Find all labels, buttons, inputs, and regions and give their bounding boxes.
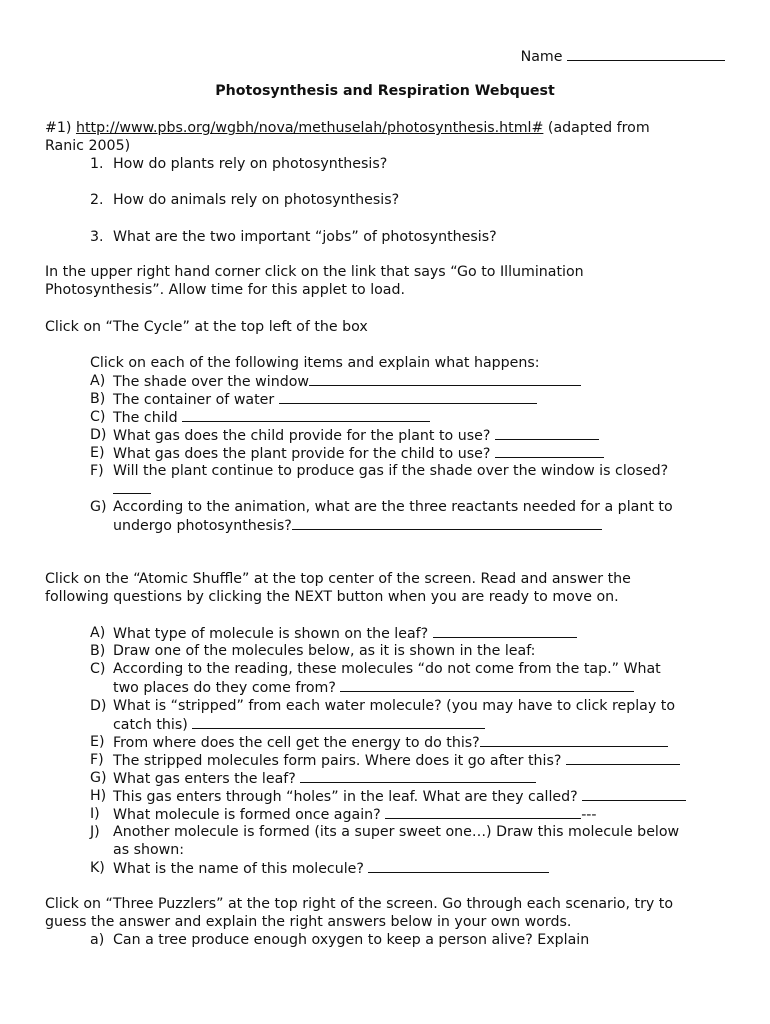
section1-source: (adapted from [547, 120, 650, 136]
item-label: G) [90, 499, 107, 515]
item-label: F) [90, 463, 104, 479]
item-text: What type of molecule is shown on the leaf? [113, 626, 429, 642]
item-text: catch this) [113, 717, 188, 733]
name-field [521, 47, 725, 66]
atomic-item-cont [113, 715, 485, 734]
item-text: The container of water [113, 392, 275, 408]
cycle-item [113, 444, 604, 463]
item-text: The child [113, 410, 178, 426]
item-text: What is the name of this molecule? [113, 861, 364, 877]
item-text: Draw one of the molecules below, as it is shown in the leaf: [113, 643, 536, 659]
answer-blank[interactable] [566, 751, 680, 765]
answer-blank[interactable] [368, 859, 549, 873]
cycle-item [113, 408, 430, 427]
atomic-item [113, 859, 549, 878]
item-text: Can a tree produce enough oxygen to keep a person alive? Explain [113, 932, 590, 948]
item-text: What gas does the child provide for the plant to use? [113, 428, 491, 444]
pbs-link[interactable]: http://www.pbs.org/wgbh/nova/methuselah/photosynthesis.html# [75, 120, 544, 136]
item-label: C) [90, 661, 106, 677]
instruction-line: Photosynthesis”. Allow time for this applet to load. [45, 282, 406, 298]
answer-blank[interactable] [480, 733, 668, 747]
item-label: C) [90, 409, 106, 425]
item-text: The shade over the window [113, 374, 309, 390]
answer-blank[interactable] [495, 426, 599, 440]
answer-blank[interactable] [582, 787, 686, 801]
item-label: I) [90, 806, 100, 822]
item-text: From where does the cell get the energy to do this? [113, 735, 480, 751]
item-label: D) [90, 698, 107, 714]
item-text: What is “stripped” from each water molecule? (you may have to click replay to [113, 698, 676, 714]
name-label: Name [520, 49, 563, 65]
item-label: a) [90, 932, 105, 948]
question-text: What are the two important “jobs” of photosynthesis? [113, 229, 497, 245]
cycle-item [113, 390, 537, 409]
item-label: J) [90, 824, 100, 840]
answer-blank[interactable] [279, 390, 537, 404]
answer-blank[interactable] [292, 516, 602, 530]
question-number: 2. [90, 192, 104, 208]
item-text: According to the animation, what are the three reactants needed for a plant to [113, 499, 673, 515]
item-text: The stripped molecules form pairs. Where does it go after this? [113, 753, 562, 769]
answer-blank[interactable] [340, 678, 634, 692]
page-title: Photosynthesis and Respiration Webquest [215, 83, 555, 99]
cycle-item [113, 372, 581, 391]
answer-blank[interactable] [182, 408, 430, 422]
cycle-item [113, 426, 599, 445]
question-text: How do animals rely on photosynthesis? [113, 192, 400, 208]
section1-header [45, 119, 650, 137]
cycle-item-cont [113, 516, 602, 535]
item-text: According to the reading, these molecules “do not come from the tap.” What [113, 661, 661, 677]
atomic-item [113, 805, 597, 824]
item-label: G) [90, 770, 107, 786]
item-text: two places do they come from? [113, 680, 336, 696]
instruction-line: Click on “The Cycle” at the top left of the box [45, 319, 368, 335]
instruction-line: following questions by clicking the NEXT button when you are ready to move on. [45, 589, 619, 605]
answer-blank[interactable] [113, 480, 151, 494]
item-text: What gas enters the leaf? [113, 771, 296, 787]
question-text: How do plants rely on photosynthesis? [113, 156, 388, 172]
instruction-line: guess the answer and explain the right answers below in your own words. [45, 914, 572, 930]
cycle-item-cont [113, 480, 151, 499]
item-label: D) [90, 427, 107, 443]
instruction-line: Click on the “Atomic Shuffle” at the top center of the screen. Read and answer the [45, 571, 631, 587]
item-label: E) [90, 734, 105, 750]
instruction-line: In the upper right hand corner click on the link that says “Go to Illumination [45, 264, 584, 280]
name-blank[interactable] [567, 47, 725, 61]
answer-blank[interactable] [309, 372, 581, 386]
item-label: F) [90, 752, 104, 768]
answer-blank[interactable] [192, 715, 485, 729]
atomic-item [113, 624, 577, 643]
item-label: E) [90, 445, 105, 461]
item-label: B) [90, 391, 106, 407]
atomic-item [113, 751, 680, 770]
atomic-item [113, 787, 686, 806]
atomic-item [113, 769, 536, 788]
item-text: undergo photosynthesis? [113, 518, 292, 534]
item-label: A) [90, 625, 106, 641]
question-number: 1. [90, 156, 104, 172]
atomic-item-cont [113, 678, 634, 697]
item-text: What molecule is formed once again? [113, 807, 381, 823]
answer-blank[interactable] [433, 624, 577, 638]
instruction-line: Click on each of the following items and explain what happens: [90, 355, 540, 371]
answer-blank[interactable] [385, 805, 581, 819]
section1-number: #1) [45, 120, 72, 136]
dashes: --- [581, 807, 597, 823]
item-text: What gas does the plant provide for the child to use? [113, 446, 491, 462]
question-number: 3. [90, 229, 104, 245]
answer-blank[interactable] [495, 444, 604, 458]
item-label: A) [90, 373, 106, 389]
item-text: Another molecule is formed (its a super sweet one…) Draw this molecule below [113, 824, 680, 840]
item-label: H) [90, 788, 107, 804]
section1-source-cont: Ranic 2005) [45, 138, 131, 154]
item-text: as shown: [113, 842, 185, 858]
item-text: This gas enters through “holes” in the leaf. What are they called? [113, 789, 578, 805]
item-label: B) [90, 643, 106, 659]
instruction-line: Click on “Three Puzzlers” at the top right of the screen. Go through each scenario, try to [45, 896, 674, 912]
answer-blank[interactable] [300, 769, 536, 783]
item-label: K) [90, 860, 105, 876]
item-text: Will the plant continue to produce gas if the shade over the window is closed? [113, 463, 669, 479]
atomic-item [113, 733, 668, 752]
